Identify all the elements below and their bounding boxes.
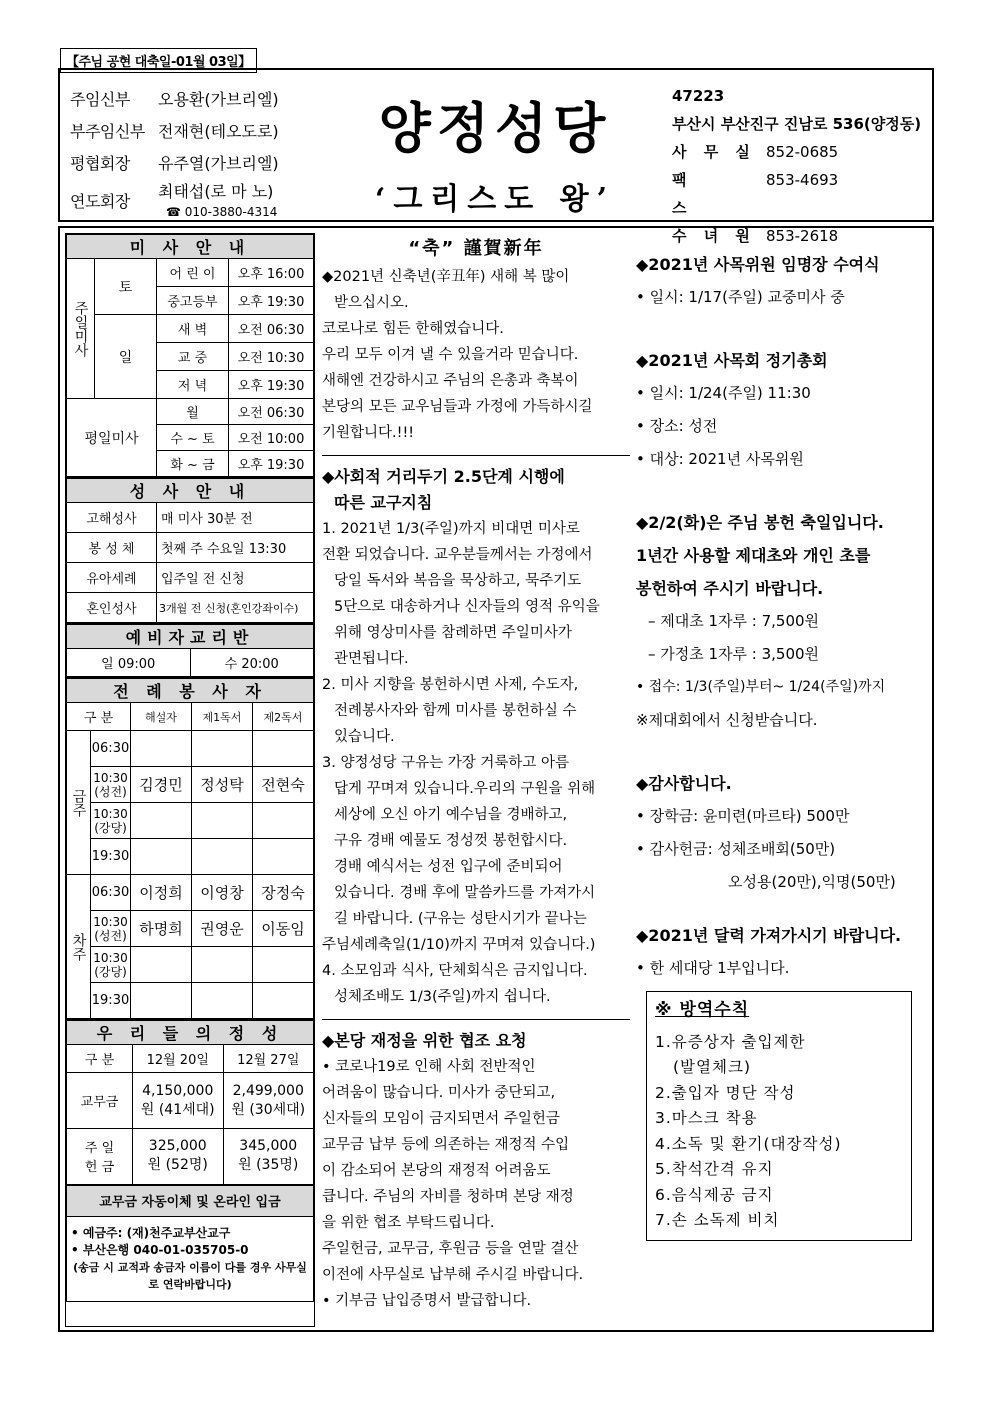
saturday-label: 토 xyxy=(95,259,157,315)
liturgy-reader2 xyxy=(253,731,314,767)
thanks-title: ◆감사합니다. xyxy=(636,774,732,793)
distance-title: 따른 교구지침 xyxy=(334,493,433,512)
contact-value: 852-0685 xyxy=(766,143,839,161)
staff-row xyxy=(70,116,279,148)
distance-line: 있습니다. xyxy=(334,729,395,745)
distance-line: 3. 양정성당 구유는 가장 거룩하고 아름 xyxy=(322,755,569,771)
sacrament-name: 혼인성사 xyxy=(67,593,157,623)
liturgy-commentator: 하명희 xyxy=(131,911,192,947)
newyear-line: ◆2021년 신축년(辛丑年) 새해 복 많이 xyxy=(322,269,570,285)
liturgy-heading: 전 례 봉 사 자 xyxy=(67,678,314,703)
offering-col-head: 12월 27일 xyxy=(223,1045,314,1073)
liturgy-reader1 xyxy=(192,803,253,839)
liturgy-col-head: 제2독서 xyxy=(253,703,314,731)
offering-table xyxy=(66,1019,314,1302)
info-column xyxy=(65,233,315,1327)
liturgy-time: 10:30 (성전) xyxy=(91,911,131,947)
mass-name: 화 ~ 금 xyxy=(157,451,229,477)
news-column xyxy=(322,236,630,1314)
contact-label: 팩 스 xyxy=(672,171,709,217)
candle-price: – 가정초 1자루 : 3,500원 xyxy=(648,645,820,663)
distance-line: 관면됩니다. xyxy=(334,651,409,667)
distance-line: 있습니다. 경배 후에 말씀카드를 가져가시 xyxy=(334,885,596,901)
contact-row xyxy=(672,138,921,166)
finance-title: ◆본당 재정을 위한 협조 요청 xyxy=(322,1031,527,1050)
catechumen-table xyxy=(66,623,314,677)
offering-name: 주 일 헌 금 xyxy=(67,1129,133,1185)
mass-table xyxy=(66,234,314,477)
staff-name: 유주열(가브리엘) xyxy=(158,154,279,173)
mass-name: 어 린 이 xyxy=(157,259,229,287)
catechumen-sunday: 일 09:00 xyxy=(67,649,191,677)
staff-row xyxy=(70,84,279,116)
newyear-line: 본당의 모든 교우님들과 가정에 가득하시길 xyxy=(322,399,593,415)
liturgy-reader1 xyxy=(192,983,253,1019)
this-week-label: 금주 xyxy=(67,731,91,875)
liturgy-table xyxy=(66,677,314,1019)
finance-line: 이전에 사무실로 납부해 주시길 바랍니다. xyxy=(322,1267,584,1283)
mass-heading: 미 사 안 내 xyxy=(67,235,314,259)
finance-line: • 기부금 납입증명서 발급합니다. xyxy=(322,1293,532,1309)
newyear-line: 코로나로 힘든 한해였습니다. xyxy=(322,321,504,337)
liturgy-reader2 xyxy=(253,803,314,839)
rule-item: 7.손 소독제 비치 xyxy=(655,1211,780,1229)
distance-title: ◆사회적 거리두기 2.5단계 시행에 xyxy=(322,467,565,486)
thanks-line: • 감사헌금: 성체조배회(50만) xyxy=(636,840,836,858)
liturgy-time: 10:30 (강당) xyxy=(91,947,131,983)
liturgy-reader1 xyxy=(192,731,253,767)
liturgy-col-head: 해설자 xyxy=(131,703,192,731)
zip-code: 47223 xyxy=(672,87,725,105)
mass-time: 오후 19:30 xyxy=(229,371,314,399)
appoint-title: ◆2021년 사목위원 임명장 수여식 xyxy=(636,255,880,274)
liturgy-reader1: 권영운 xyxy=(192,911,253,947)
calendar-title: ◆2021년 달력 가져가시기 바랍니다. xyxy=(636,926,902,945)
thanks-line: 오성용(20만),익명(50만) xyxy=(728,873,896,891)
liturgy-reader1: 이영창 xyxy=(192,875,253,911)
liturgy-commentator xyxy=(131,803,192,839)
contact-info xyxy=(672,82,921,250)
sacrament-heading: 성 사 안 내 xyxy=(67,478,314,503)
rule-item: (발열체크) xyxy=(673,1058,751,1076)
staff-name: 최태섭(로 마 노) xyxy=(158,182,274,201)
sacrament-table xyxy=(66,477,314,623)
sacrament-name: 봉 성 체 xyxy=(67,533,157,563)
candle-title: 1년간 사용할 제대초와 개인 초를 xyxy=(636,546,871,565)
notice-column xyxy=(636,248,932,1241)
contact-label: 수 녀 원 xyxy=(672,227,756,245)
appoint-date: • 일시: 1/17(주일) 교중미사 중 xyxy=(636,288,845,306)
distance-line: 길 바랍니다. (구유는 성탄시기가 끝나는 xyxy=(334,911,587,927)
liturgy-reader2: 전현숙 xyxy=(253,767,314,803)
rule-item: 2.출입자 명단 작성 xyxy=(655,1083,796,1102)
finance-line: 주일헌금, 교무금, 후원금 등을 연말 결산 xyxy=(322,1241,579,1257)
sunday-label: 일 xyxy=(95,315,157,399)
parish-title: 양정성당 xyxy=(378,96,612,160)
mass-time: 오후 19:30 xyxy=(229,451,314,477)
header xyxy=(58,68,934,245)
staff-row xyxy=(70,148,279,180)
finance-line: 이 감소되어 본당의 재정적 어려움도 xyxy=(322,1163,551,1179)
sacrament-value: 3개월 전 신청(혼인강좌이수) xyxy=(157,593,314,623)
mass-time: 오후 19:30 xyxy=(229,287,314,315)
newyear-title: “축” 謹賀新年 xyxy=(408,238,544,259)
offering-name: 교무금 xyxy=(67,1073,133,1129)
sacrament-name: 유아세례 xyxy=(67,563,157,593)
offering-value: 4,150,000원 (41세대) xyxy=(133,1073,224,1129)
staff-role: 부주임신부 xyxy=(70,122,145,141)
date-banner: 【주님 공현 대축일-01월 03일】 xyxy=(60,48,257,73)
liturgy-commentator xyxy=(131,731,192,767)
offering-col-head: 12월 20일 xyxy=(133,1045,224,1073)
sacrament-value: 첫째 주 수요일 13:30 xyxy=(157,533,314,563)
distance-line: 전례봉사자와 함께 미사를 봉헌하실 수 xyxy=(334,703,577,719)
distance-line: 당일 독서와 복음을 묵상하고, 묵주기도 xyxy=(334,573,582,589)
candle-note: ※제대회에서 신청받습니다. xyxy=(636,711,818,729)
rule-item: 6.음식제공 금지 xyxy=(655,1185,774,1204)
liturgy-commentator xyxy=(131,947,192,983)
next-week-label: 차주 xyxy=(67,875,91,1019)
newyear-line: 새해엔 건강하시고 주님의 은총과 축복이 xyxy=(322,373,579,389)
distance-line: 구유 경배 예물도 정성껏 봉헌합시다. xyxy=(334,833,568,849)
liturgy-reader1 xyxy=(192,839,253,875)
candle-period: • 접수: 1/3(주일)부터~ 1/24(주일)까지 xyxy=(636,679,886,695)
staff-row xyxy=(70,180,279,224)
meeting-place: • 장소: 성전 xyxy=(636,417,718,435)
meeting-target: • 대상: 2021년 사목위원 xyxy=(636,450,804,468)
distance-line: 5단으로 대송하거나 신자들의 영적 유익을 xyxy=(334,599,600,615)
liturgy-time: 10:30 (성전) xyxy=(91,767,131,803)
liturgy-reader2: 이동임 xyxy=(253,911,314,947)
distance-line: 주님세례축일(1/10)까지 꾸며져 있습니다.) xyxy=(322,937,596,953)
finance-line: 을 위한 협조 부탁드립니다. xyxy=(322,1215,495,1231)
bank-account: • 부산은행 040-01-035705-0 xyxy=(71,1243,249,1257)
staff-list xyxy=(70,84,279,224)
mass-name: 수 ~ 토 xyxy=(157,425,229,451)
mass-name: 교 중 xyxy=(157,343,229,371)
weekday-mass-label: 평일미사 xyxy=(67,399,157,477)
liturgy-time: 06:30 xyxy=(91,731,131,767)
rule-item: 4.소독 및 환기(대장작성) xyxy=(655,1134,842,1153)
newyear-line: 기원합니다.!!! xyxy=(322,425,415,441)
liturgy-reader2 xyxy=(253,947,314,983)
newyear-line: 받으십시오. xyxy=(334,295,409,311)
liturgy-col-head: 제1독서 xyxy=(192,703,253,731)
parish-subtitle: ‘그리스도 왕’ xyxy=(374,182,616,217)
finance-line: 신자들의 모임이 금지되면서 주일헌금 xyxy=(322,1111,560,1127)
offering-value: 345,000원 (35명) xyxy=(223,1129,314,1185)
contact-value: 853-4693 xyxy=(766,171,839,189)
distance-line: 전환 되었습니다. 교우분들께서는 가정에서 xyxy=(322,547,593,563)
offering-heading: 우 리 들 의 정 성 xyxy=(67,1020,314,1045)
liturgy-reader1: 정성탁 xyxy=(192,767,253,803)
finance-line: 큽니다. 주님의 자비를 청하며 본당 재정 xyxy=(322,1189,574,1205)
distance-line: 답게 꾸며져 있습니다.우리의 구원을 위해 xyxy=(334,781,596,797)
prevention-rules-title: ※ 방역수칙 xyxy=(655,1000,750,1020)
thanks-line: • 장학금: 윤미련(마르타) 500만 xyxy=(636,807,850,825)
mass-time: 오전 06:30 xyxy=(229,315,314,343)
mass-time: 오전 10:00 xyxy=(229,425,314,451)
distance-line: 1. 2021년 1/3(주일)까지 비대면 미사로 xyxy=(322,521,580,537)
rule-item: 1.유증상자 출입제한 xyxy=(655,1032,806,1051)
distance-line: 위해 영상미사를 참례하면 주일미사가 xyxy=(334,625,572,641)
liturgy-time: 06:30 xyxy=(91,875,131,911)
offering-col-head: 구 분 xyxy=(67,1045,133,1073)
rule-item: 5.착석간격 유지 xyxy=(655,1160,774,1178)
meeting-date: • 일시: 1/24(주일) 11:30 xyxy=(636,384,811,402)
liturgy-reader1 xyxy=(192,947,253,983)
staff-role: 평협회장 xyxy=(70,154,130,173)
distance-line: 경배 예식서는 성전 입구에 준비되어 xyxy=(334,859,563,875)
catechumen-wednesday: 수 20:00 xyxy=(190,649,314,677)
mass-name: 새 벽 xyxy=(157,315,229,343)
liturgy-reader2 xyxy=(253,839,314,875)
liturgy-time: 19:30 xyxy=(91,983,131,1019)
catechumen-heading: 예비자교리반 xyxy=(67,624,314,649)
liturgy-commentator xyxy=(131,839,192,875)
mass-time: 오전 10:30 xyxy=(229,343,314,371)
sacrament-name: 고해성사 xyxy=(67,503,157,533)
distance-line: 2. 미사 지향을 봉헌하시면 사제, 수도자, xyxy=(322,677,579,693)
candle-price: – 제대초 1자루 : 7,500원 xyxy=(648,612,820,630)
staff-role: 주임신부 xyxy=(70,90,130,109)
contact-label: 사 무 실 xyxy=(672,143,756,161)
mass-time: 오전 06:30 xyxy=(229,399,314,425)
newyear-line: 우리 모두 이겨 낼 수 있을거라 믿습니다. xyxy=(322,347,579,363)
distance-line: 세상에 오신 아기 예수님을 경배하고, xyxy=(334,807,568,823)
candle-title: ◆2/2(화)은 주님 봉헌 축일입니다. xyxy=(636,513,884,532)
contact-value: 853-2618 xyxy=(766,227,839,245)
offering-value: 2,499,000원 (30세대) xyxy=(223,1073,314,1129)
mass-name: 저 녁 xyxy=(157,371,229,399)
sacrament-value: 입주일 전 신청 xyxy=(157,563,314,593)
contact-row xyxy=(672,166,921,222)
finance-line: 어려움이 많습니다. 미사가 중단되고, xyxy=(322,1085,556,1101)
mass-time: 오후 16:00 xyxy=(229,259,314,287)
account-holder: • 예금주: (재)천주교부산교구 xyxy=(71,1226,231,1240)
meeting-title: ◆2021년 사목회 정기총회 xyxy=(636,351,828,370)
liturgy-time: 10:30 (강당) xyxy=(91,803,131,839)
mass-name: 월 xyxy=(157,399,229,425)
staff-name: 오용환(가브리엘) xyxy=(158,90,279,109)
main-content xyxy=(58,226,934,1332)
staff-name: 전재현(테오도로) xyxy=(158,122,279,141)
transfer-note: (송금 시 교적과 송금자 이름이 다를 경우 사무실로 연락바랍니다) xyxy=(73,1261,307,1291)
mass-name: 중고등부 xyxy=(157,287,229,315)
prevention-rules-box xyxy=(646,991,912,1241)
transfer-heading: 교무금 자동이체 및 온라인 입금 xyxy=(67,1185,314,1217)
rule-item: 3.마스크 착용 xyxy=(655,1109,758,1127)
liturgy-commentator: 김경민 xyxy=(131,767,192,803)
sunday-mass-label: 주일미사 xyxy=(67,259,95,399)
liturgy-commentator xyxy=(131,983,192,1019)
liturgy-commentator: 이정희 xyxy=(131,875,192,911)
distance-line: 4. 소모임과 식사, 단체회식은 금지입니다. xyxy=(322,963,588,979)
liturgy-reader2 xyxy=(253,983,314,1019)
staff-phone: ☎ 010-3880-4314 xyxy=(166,205,278,219)
calendar-note: • 한 세대당 1부입니다. xyxy=(636,959,790,977)
sacrament-value: 매 미사 30분 전 xyxy=(157,503,314,533)
liturgy-time: 19:30 xyxy=(91,839,131,875)
distance-line: 성체조배도 1/3(주일)까지 쉽니다. xyxy=(334,989,551,1005)
finance-line: • 코로나19로 인해 사회 전반적인 xyxy=(322,1059,536,1075)
finance-line: 교무금 납부 등에 의존하는 재정적 수입 xyxy=(322,1137,570,1153)
staff-role: 연도회장 xyxy=(70,192,130,211)
liturgy-reader2: 장정숙 xyxy=(253,875,314,911)
liturgy-col-head: 구 분 xyxy=(67,703,131,731)
candle-title: 봉헌하여 주시기 바랍니다. xyxy=(636,579,824,598)
address: 부산시 부산진구 진남로 536(양정동) xyxy=(672,115,922,133)
offering-value: 325,000원 (52명) xyxy=(133,1129,224,1185)
